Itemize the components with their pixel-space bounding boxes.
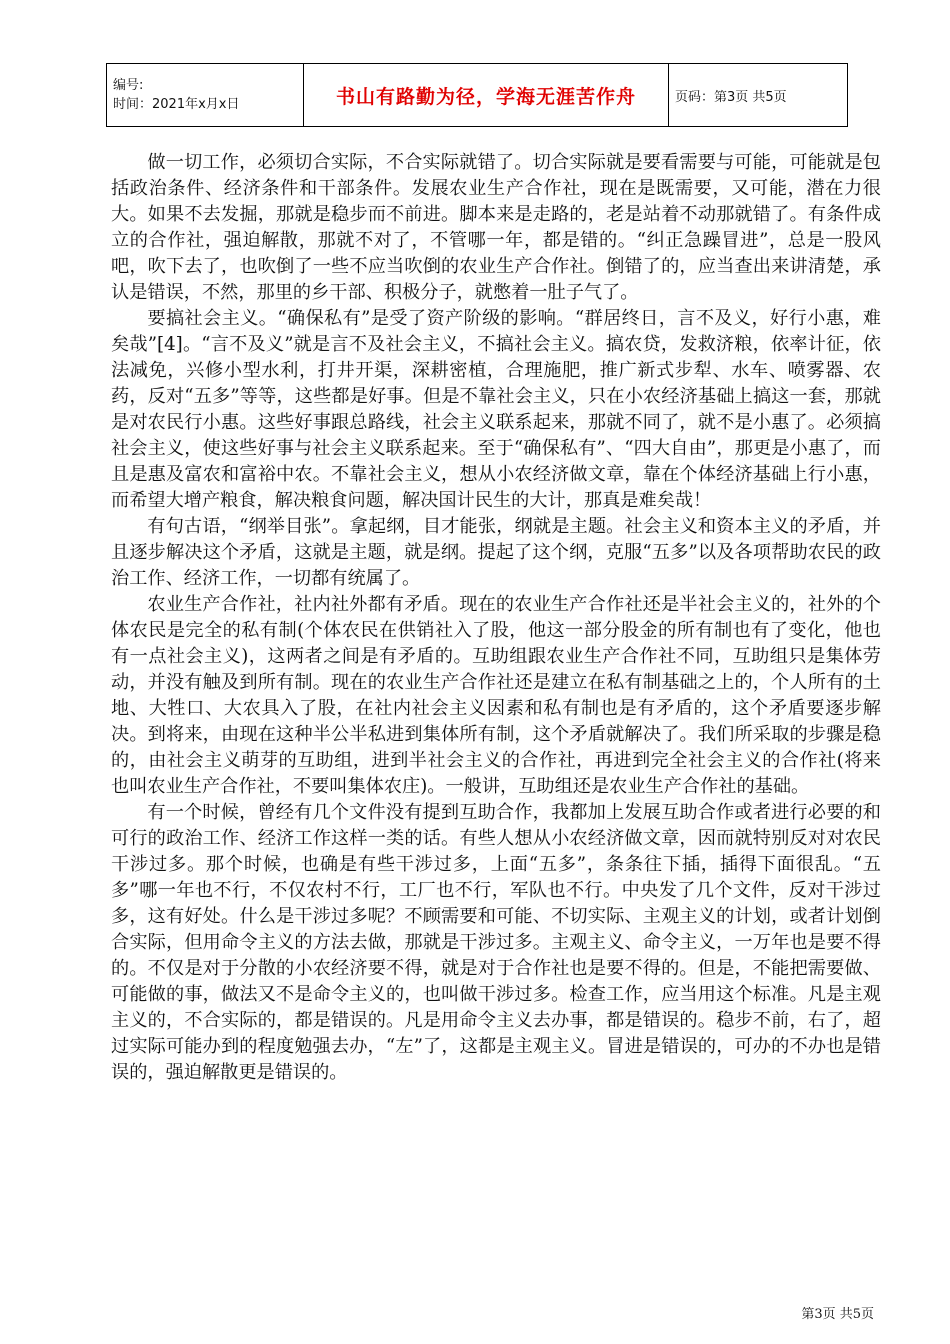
document-number-label: 编号:	[113, 78, 144, 93]
document-body	[111, 150, 881, 1086]
body-paragraph: 要搞社会主义。“确保私有”是受了资产阶级的影响。“群居终日，言不及义，好行小惠，难矣哉”[4]。“言不及义”就是言不及社会主义，不搞社会主义。搞农贷，发救济粮，依率计征，依法减免，兴修小型水利，打井开渠，深耕密植，合理施肥，推广新式步犁、水车、喷雾器、农药，反对“五多”等等，这些都是好事。但是不靠社会主义，只在小农经济基础上搞这一套，那就是对农民行小惠。这些好事跟总路线，社会主义联系起来，那就不同了，就不是小惠了。必须搞社会主义，使这些好事与社会主义联系起来。至于“确保私有”、“四大自由”，那更是小惠了，而且是惠及富农和富裕中农。不靠社会主义，想从小农经济做文章，靠在个体经济基础上行小惠，而希望大增产粮食，解决粮食问题，解决国计民生的大计，那真是难矣哉！	[111, 308, 881, 511]
header-page-label: 页码：第3页 共5页	[669, 64, 848, 127]
document-header	[106, 63, 848, 127]
body-paragraph: 有句古语，“纲举目张”。拿起纲，目才能张，纲就是主题。社会主义和资本主义的矛盾，并且逐步解决这个矛盾，这就是主题，就是纲。提起了这个纲，克服“五多”以及各项帮助农民的政治工作、经济工作，一切都有统属了。	[111, 516, 881, 589]
page-footer: 第3页 共5页	[801, 1307, 874, 1322]
body-paragraph: 农业生产合作社，社内社外都有矛盾。现在的农业生产合作社还是半社会主义的，社外的个体农民是完全的私有制(个体农民在供销社入了股，他这一部分股金的所有制也有了变化，他也有一点社会主义)，这两者之间是有矛盾的。互助组跟农业生产合作社不同，互助组只是集体劳动，并没有触及到所有制。现在的农业生产合作社还是建立在私有制基础之上的，个人所有的土地、大牲口、大农具入了股，在社内社会主义因素和私有制也是有矛盾的，这个矛盾要逐步解决。到将来，由现在这种半公半私进到集体所有制，这个矛盾就解决了。我们所采取的步骤是稳的，由社会主义萌芽的互助组，进到半社会主义的合作社，再进到完全社会主义的合作社(将来也叫农业生产合作社，不要叫集体农庄)。一般讲，互助组还是农业生产合作社的基础。	[111, 594, 881, 797]
header-motto: 书山有路勤为径，学海无涯苦作舟	[304, 64, 669, 127]
document-time-label: 时间：2021年x月x日	[113, 97, 240, 112]
body-paragraph: 做一切工作，必须切合实际，不合实际就错了。切合实际就是要看需要与可能，可能就是包括政治条件、经济条件和干部条件。发展农业生产合作社，现在是既需要，又可能，潜在力很大。如果不去发掘，那就是稳步而不前进。脚本来是走路的，老是站着不动那就错了。有条件成立的合作社，强迫解散，那就不对了，不管哪一年，都是错的。“纠正急躁冒进”，总是一股风吧，吹下去了，也吹倒了一些不应当吹倒的农业生产合作社。倒错了的，应当查出来讲清楚，承认是错误，不然，那里的乡干部、积极分子，就憋着一肚子气了。	[111, 152, 881, 303]
header-meta-cell	[107, 64, 304, 127]
body-paragraph: 有一个时候，曾经有几个文件没有提到互助合作，我都加上发展互助合作或者进行必要的和可行的政治工作、经济工作这样一类的话。有些人想从小农经济做文章，因而就特别反对对农民干涉过多。那个时候，也确是有些干涉过多，上面“五多”，条条往下插，插得下面很乱。“五多”哪一年也不行，不仅农村不行，工厂也不行，军队也不行。中央发了几个文件，反对干涉过多，这有好处。什么是干涉过多呢？不顾需要和可能、不切实际、主观主义的计划，或者计划倒合实际，但用命令主义的方法去做，那就是干涉过多。主观主义、命令主义，一万年也是要不得的。不仅是对于分散的小农经济要不得，就是对于合作社也是要不得的。但是，不能把需要做、可能做的事，做法又不是命令主义的，也叫做干涉过多。检查工作，应当用这个标准。凡是主观主义的，不合实际的，都是错误的。凡是用命令主义去办事，都是错误的。稳步不前，右了，超过实际可能办到的程度勉强去办，“左”了，这都是主观主义。冒进是错误的，可办的不办也是错误的，强迫解散更是错误的。	[111, 802, 881, 1083]
